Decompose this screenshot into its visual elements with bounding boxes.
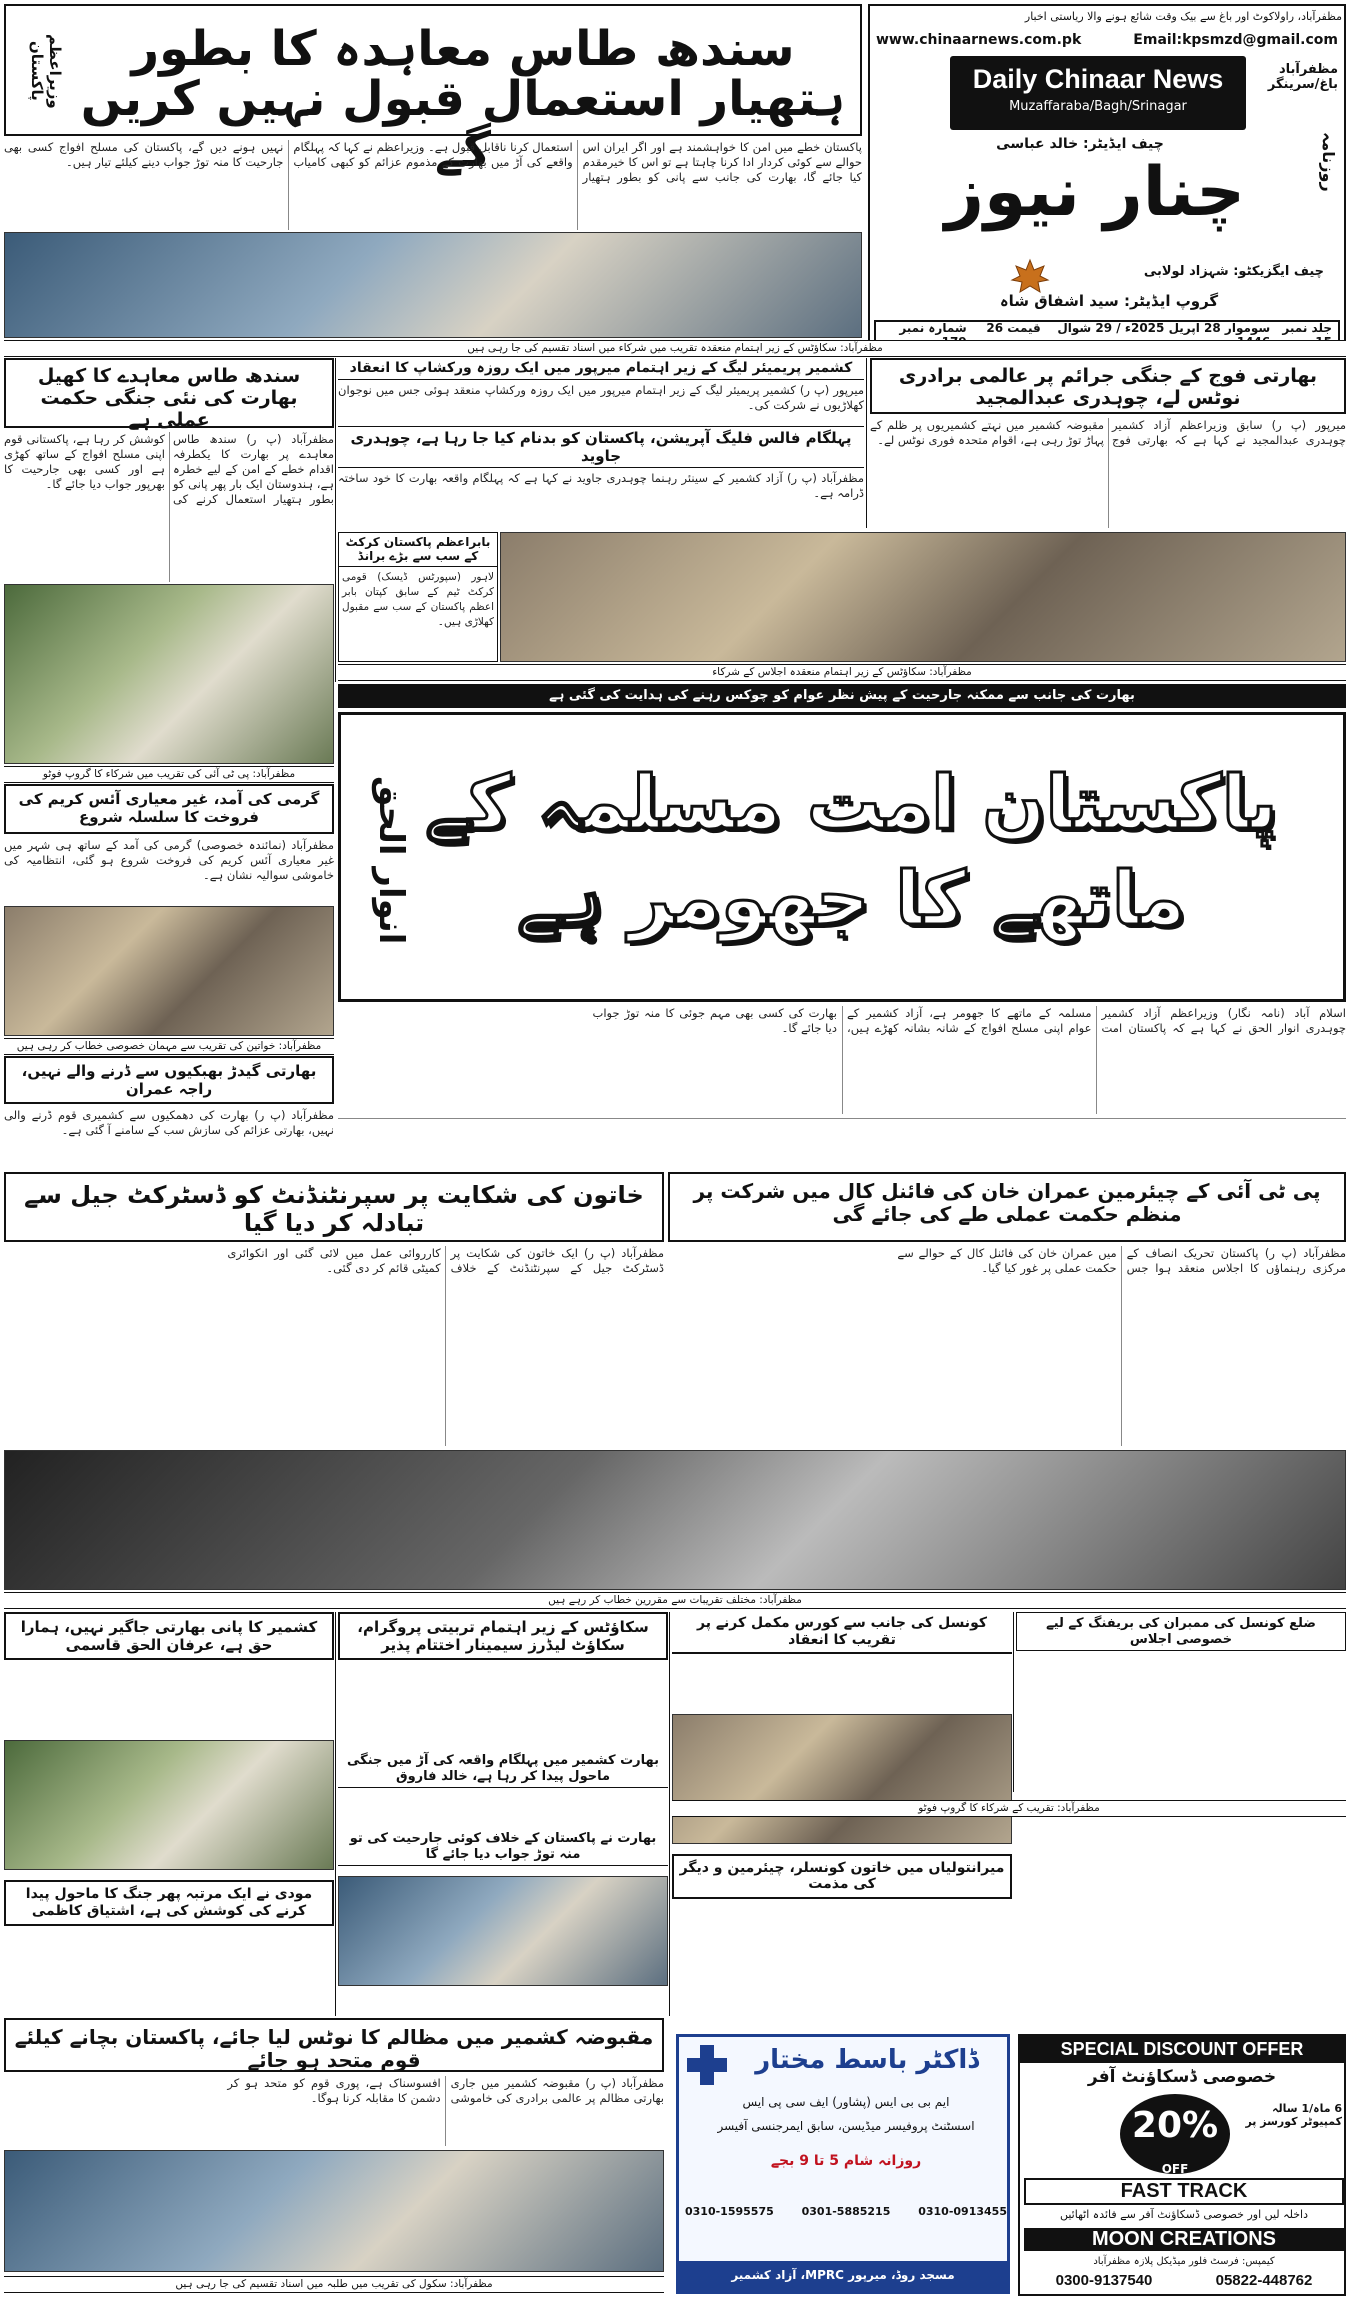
row4-col3-headline2: میرانتولیاں میں خاتون کونسلر، چیئرمین و دیگر کی مذمت (672, 1854, 1012, 1900)
row3-headline-left: خاتون کی شکایت پر سپرنٹنڈنٹ کو ڈسٹرکٹ جیل سے تبادلہ کر دیا گیا (24, 1181, 644, 1237)
story-right-caption: مظفرآباد: سکاؤٹس کے زیر اہتمام منعقدہ اجلاس کے شرکاء (338, 664, 1346, 681)
left-col-photo (4, 906, 334, 1036)
discount-brand2: MOON CREATIONS (1024, 2228, 1344, 2251)
left-col-body1: مظفرآباد (نمائندہ خصوصی) گرمی کی آمد کے ساتھ ہی شہر میں غیر معیاری آئس کریم کی فروخت شروع ہو گئی، انتظامیہ کی خاموشی سوالیہ نشان ہے۔ (4, 838, 334, 882)
discount-ad-urdu-title: خصوصی ڈسکاؤنٹ آفر (1087, 2067, 1277, 2087)
doctor-phone-2[interactable]: 0301-5885215 (801, 2205, 891, 2218)
discount-badge (1120, 2094, 1230, 2174)
row3-body-right: مظفرآباد (پ ر) پاکستان تحریک انصاف کے مرکزی رہنماؤں کا اجلاس منعقد ہوا جس میں عمران خان کی فائنل کال کے حوالے سے حکمت عملی پر غور کیا گیا۔ (897, 1246, 1346, 1275)
issue-number: شمارہ نمبر (899, 321, 967, 335)
babar-box-title: بابراعظم پاکستان کرکٹ کے سب سے بڑے برانڈ (339, 533, 497, 567)
story-left-headline: سندھ طاس معاہدے کا کھیل بھارت کی نئی جنگی حکمت عملی ہے (37, 365, 301, 431)
urdu-name: چنار نیوز (944, 153, 1246, 232)
story-center-headline: کشمیر پریمیئر لیگ کے زیر اہتمام میرپور میں ایک روزہ ورکشاپ کا انعقاد (338, 358, 864, 380)
left-col-photo-caption: مظفرآباد: خواتین کی تقریب سے مہمان خصوصی خطاب کر رہی ہیں (4, 1038, 334, 1055)
group-editor: گروپ ایڈیٹر: سید اشفاق شاہ (999, 292, 1219, 310)
doctor-phone-3[interactable]: 0310-0913455 (918, 2205, 1007, 2218)
center-banner-body: اسلام آباد (نامہ نگار) وزیراعظم آزاد کشمیر چوہدری انوار الحق نے کہا ہے کہ پاکستان امت مسلمہ کے ماتھے کا جھومر ہے، آزاد کشمیر کے عوام اپنی مسلح افواج کے شانہ بشانہ کھڑے ہیں، بھارت کی کسی بھی مہم جوئی کا منہ توڑ جواب دیا جائے گا۔ (592, 1006, 1346, 1035)
doctor-ad-degrees: ایم بی بی ایس (پشاور) ایف سی پی ایس (742, 2095, 950, 2109)
masthead-top-strip: مظفرآباد، راولاکوٹ اور باغ سے بیک وقت شائع ہونے والا ریاستی اخبار (1024, 10, 1342, 23)
discount-ad[interactable] (1018, 2034, 1346, 2296)
story-left-body: مظفرآباد (پ ر) سندھ طاس معاہدے پر بھارت کا یکطرفہ اقدام خطے کے امن کے لیے خطرہ ہے، ہندوستان ایک بار پھر پانی کو بطور ہتھیار استعمال کرنے کی کوشش کر رہا ہے، پاکستانی قوم اپنی مسلح افواج کے ساتھ کھڑی ہے اور کسی بھی جارحیت کا بھرپور جواب دیا جائے گا۔ (4, 432, 334, 506)
row4-col2-sub1: بھارت کشمیر میں پہلگام واقعہ کی آڑ میں جنگی ماحول پیدا کر رہا ہے، خالد فاروق (338, 1750, 668, 1788)
row4-col2-headline: سکاؤٹس کے زیر اہتمام تربیتی پروگرام، سکاؤٹ لیڈرز سیمینار اختتام پذیر (338, 1612, 668, 1660)
row4-col4-headline: ضلع کونسل کی ممبران کی بریفنگ کے لیے خصوصی اجلاس (1016, 1612, 1346, 1651)
discount-phones (1024, 2272, 1344, 2289)
issue-date: سوموار 28 اپریل 2025ء / 29 شوال (1057, 321, 1271, 335)
center-banner-body-cont (338, 1118, 1346, 1168)
chinar-leaf-icon (1010, 258, 1050, 294)
story-right-headline-box (870, 358, 1346, 414)
doctor-ad-title: ڈاکٹر باسط مختار (755, 2045, 979, 2075)
row3-photo-caption: مظفرآباد: مختلف تقریبات سے مقررین خطاب کر رہے ہیں (4, 1592, 1346, 1609)
left-col-headline2-box (4, 1056, 334, 1104)
story-center-sub-headline: پہلگام فالس فلیگ آپریشن، پاکستان کو بدنام کیا جا رہا ہے، چوہدری جاوید (338, 426, 864, 468)
chief-editor: چیف ایڈیٹر: خالد عباسی (996, 136, 1164, 152)
babar-box-body: لاہور (سپورٹس ڈیسک) قومی کرکٹ ٹیم کے سابق کپتان بابر اعظم پاکستان کے سب سے مقبول کھلاڑی ہیں۔ (342, 570, 494, 628)
row3-headline-right-box (668, 1172, 1346, 1242)
doctor-ad-timing: روزانہ شام 5 تا 9 بجے (770, 2153, 922, 2169)
row4-photo-caption: مظفرآباد: تقریب کے شرکاء کا گروپ فوٹو (672, 1800, 1346, 1817)
masthead (868, 4, 1346, 356)
row3-photo-strip (4, 1450, 1346, 1590)
discount-ad-title: SPECIAL DISCOUNT OFFER (1020, 2036, 1344, 2063)
column-divider (669, 1612, 670, 2016)
left-col-headline1-box (4, 784, 334, 834)
story-left-headline-box (4, 358, 334, 431)
medical-cross-icon (685, 2043, 729, 2087)
doctor-ad-details: اسسٹنٹ پروفیسر میڈیسن، سابق ایمرجنسی آفیسر (717, 2119, 975, 2133)
row4-col3-headline: کونسل کی جانب سے کورس مکمل کرنے پر تقریب کا انعقاد (672, 1612, 1012, 1654)
discount-percent: 20% (1131, 2105, 1219, 2146)
bottom-left-headline: مقبوضہ کشمیر میں مظالم کا نوٹس لیا جائے، پاکستان بچانے کیلئے قوم متحد ہو جائے (14, 2025, 654, 2072)
babar-box (338, 532, 498, 662)
row3-headline-right: پی ٹی آئی کے چیئرمین عمران خان کی فائنل کال میں شرکت پر منظم حکمت عملی طے کی جائے گی (693, 1179, 1321, 1226)
story-right-body: میرپور (پ ر) سابق وزیراعظم آزاد کشمیر چوہدری عبدالمجید نے کہا ہے کہ بھارتی فوج مقبوضہ کشمیر میں نہتے کشمیریوں پر ظلم کے پہاڑ توڑ رہی ہے، اقوام متحدہ فوری نوٹس لے۔ (870, 418, 1346, 447)
center-banner-pre-text: بھارت کی جانب سے ممکنہ جارحیت کے پیش نظر عوام کو چوکس رہنے کی ہدایت کی گئی ہے (338, 684, 1346, 708)
lead-headline: سندھ طاس معاہدہ کا بطور ہتھیار استعمال قبول نہیں کریں گے (80, 21, 846, 178)
row4-col2-sub2: بھارت نے پاکستان کے خلاف کوئی جارحیت کی تو منہ توڑ جواب دیا جائے گا (338, 1828, 668, 1866)
website-link[interactable]: www.chinaarnews.com.pk (876, 32, 1082, 48)
discount-phone-2[interactable]: 05822-448762 (1215, 2272, 1313, 2289)
volume-number: جلد نمبر (1282, 321, 1332, 335)
story-right-photo (500, 532, 1346, 662)
doctor-ad-location: مسجد روڈ، میرپور MPRC، آزاد کشمیر (679, 2261, 1007, 2291)
center-banner-main: پاکستان امت مسلمہ کے ماتھے کا جھومر ہے (424, 760, 1278, 943)
center-banner (338, 712, 1346, 1002)
row4-col1-headline2: مودی نے ایک مرتبہ پھر جنگ کا ماحول پیدا کرنے کی کوشش کی ہے، اشتیاق کاظمی (4, 1880, 334, 1926)
discount-phone-1[interactable]: 0300-9137540 (1055, 2272, 1153, 2289)
rozname-label: روزنامہ (1319, 132, 1338, 192)
column-divider (335, 358, 336, 682)
discount-note: داخلہ لیں اور خصوصی ڈسکاؤنٹ آفر سے فائدہ اٹھائیں (1059, 2208, 1308, 2221)
row4-col1-photo (4, 1740, 334, 1870)
story-left-photo (4, 584, 334, 764)
column-divider (335, 1612, 336, 2016)
row4-col1 (4, 1612, 334, 2012)
doctor-ad-phones (685, 2205, 1007, 2218)
bottom-left-photo-caption: مظفرآباد: سکول کی تقریب میں طلبہ میں اسناد تقسیم کی جا رہی ہیں (4, 2276, 664, 2293)
story-center-body: میرپور (پ ر) کشمیر پریمیئر لیگ کے زیر اہتمام میرپور میں ایک روزہ ورکشاپ منعقد ہوئی جس میں نوجوان کھلاڑیوں نے شرکت کی۔ (338, 382, 864, 412)
story-left-caption: مظفرآباد: پی ٹی آئی کی تقریب میں شرکاء کا گروپ فوٹو (4, 766, 334, 783)
email-link[interactable]: Email:kpsmzd@gmail.com (1133, 32, 1338, 48)
left-col-headline1: گرمی کی آمد، غیر معیاری آئس کریم کی فروخت کا سلسلہ شروع (18, 790, 320, 826)
discount-brand1: FAST TRACK (1024, 2178, 1344, 2205)
story-center-sub-body: مظفرآباد (پ ر) آزاد کشمیر کے سینئر رہنما چوہدری جاوید نے کہا ہے کہ پہلگام واقعہ بھارت کا خود ساختہ ڈرامہ ہے۔ (338, 470, 864, 500)
column-divider (1013, 1612, 1014, 1792)
discount-course: 6 ماہ/1 سالہ کمپیوٹر کورسز پر (1245, 2102, 1342, 2128)
bottom-left-headline-box (4, 2018, 664, 2072)
chief-executive: چیف ایگزیکٹو: شہزاد لولابی (1143, 264, 1324, 279)
scouts-photo-strip (4, 232, 862, 338)
bottom-left-body: مظفرآباد (پ ر) مقبوضہ کشمیر میں جاری بھارتی مظالم پر عالمی برادری کی خاموشی افسوسناک ہے، پوری قوم کو متحد ہو کر دشمن کا مقابلہ کرنا ہوگا۔ (227, 2076, 664, 2105)
doctor-ad[interactable] (676, 2034, 1010, 2294)
story-right-headline: بھارتی فوج کے جنگی جرائم پر عالمی برادری نوٹس لے، چوہدری عبدالمجید (898, 365, 1318, 409)
discount-off: OFF (1161, 2162, 1189, 2176)
price: قیمت 26 (986, 321, 1041, 335)
row4-col3-photo (672, 1714, 1012, 1844)
photo-strip-caption: مظفرآباد: سکاؤٹس کے زیر اہتمام منعقدہ تقریب میں شرکاء میں اسناد تقسیم کی جا رہی ہیں (4, 340, 1346, 357)
english-cities: Muzaffaraba/Bagh/Srinagar (1009, 99, 1187, 114)
english-name: Daily Chinaar News (972, 64, 1224, 94)
row3-body-left: مظفرآباد (پ ر) ایک خاتون کی شکایت پر ڈسٹرکٹ جیل کے سپرنٹنڈنٹ کے خلاف کارروائی عمل میں لائی گئی اور انکوائری کمیٹی قائم کر دی گئی۔ (227, 1246, 664, 1275)
left-col-headline2: بھارتی گیدڑ بھبکیوں سے ڈرنے والے نہیں، راجہ عمران (21, 1062, 317, 1098)
bottom-left-photo (4, 2150, 664, 2272)
left-col-body2: مظفرآباد (پ ر) بھارت کی دھمکیوں سے کشمیری قوم ڈرنے والی نہیں، بھارتی عزائم کی سازش سب کے سامنے آ گئی ہے۔ (4, 1108, 334, 1137)
discount-address: کیمپس: فرسٹ فلور میڈیکل پلازہ مظفرآباد (1093, 2256, 1275, 2267)
english-name-box (950, 56, 1246, 130)
story-center (338, 358, 864, 528)
row3-headline-left-box (4, 1172, 664, 1242)
doctor-phone-1[interactable]: 0310-1595575 (685, 2205, 774, 2218)
lead-story-body: پاکستان خطے میں امن کا خواہشمند ہے اور اگر ایران اس حوالے سے کوئی کردار ادا کرنا چاہتا ہے تو اس کا خیرمقدم کیا جائے گا، بھارت کی جانب سے پانی کو بطور ہتھیار استعمال کرنا ناقابل قبول ہے۔ وزیراعظم نے کہا کہ پہلگام واقعے کی آڑ میں بھارت کے مذموم عزائم کو کبھی کامیاب نہیں ہونے دیں گے، پاکستان کی مسلح افواج کسی بھی جارحیت کا منہ توڑ جواب دینے کیلئے تیار ہیں۔ (4, 140, 862, 184)
center-banner-speaker: انوار الحق (371, 775, 411, 945)
row4-col1-headline: کشمیر کا پانی بھارتی جاگیر نہیں، ہمارا حق ہے، عرفان الحق قاسمی (4, 1612, 334, 1660)
row4-col2-photo (338, 1876, 668, 1986)
row4-col2 (338, 1612, 668, 2012)
urdu-cities: مظفرآباد باغ/سرینگر (1267, 62, 1338, 92)
column-divider (866, 358, 867, 528)
lead-headline-tag: وزیراعظم پاکستان (28, 33, 64, 109)
